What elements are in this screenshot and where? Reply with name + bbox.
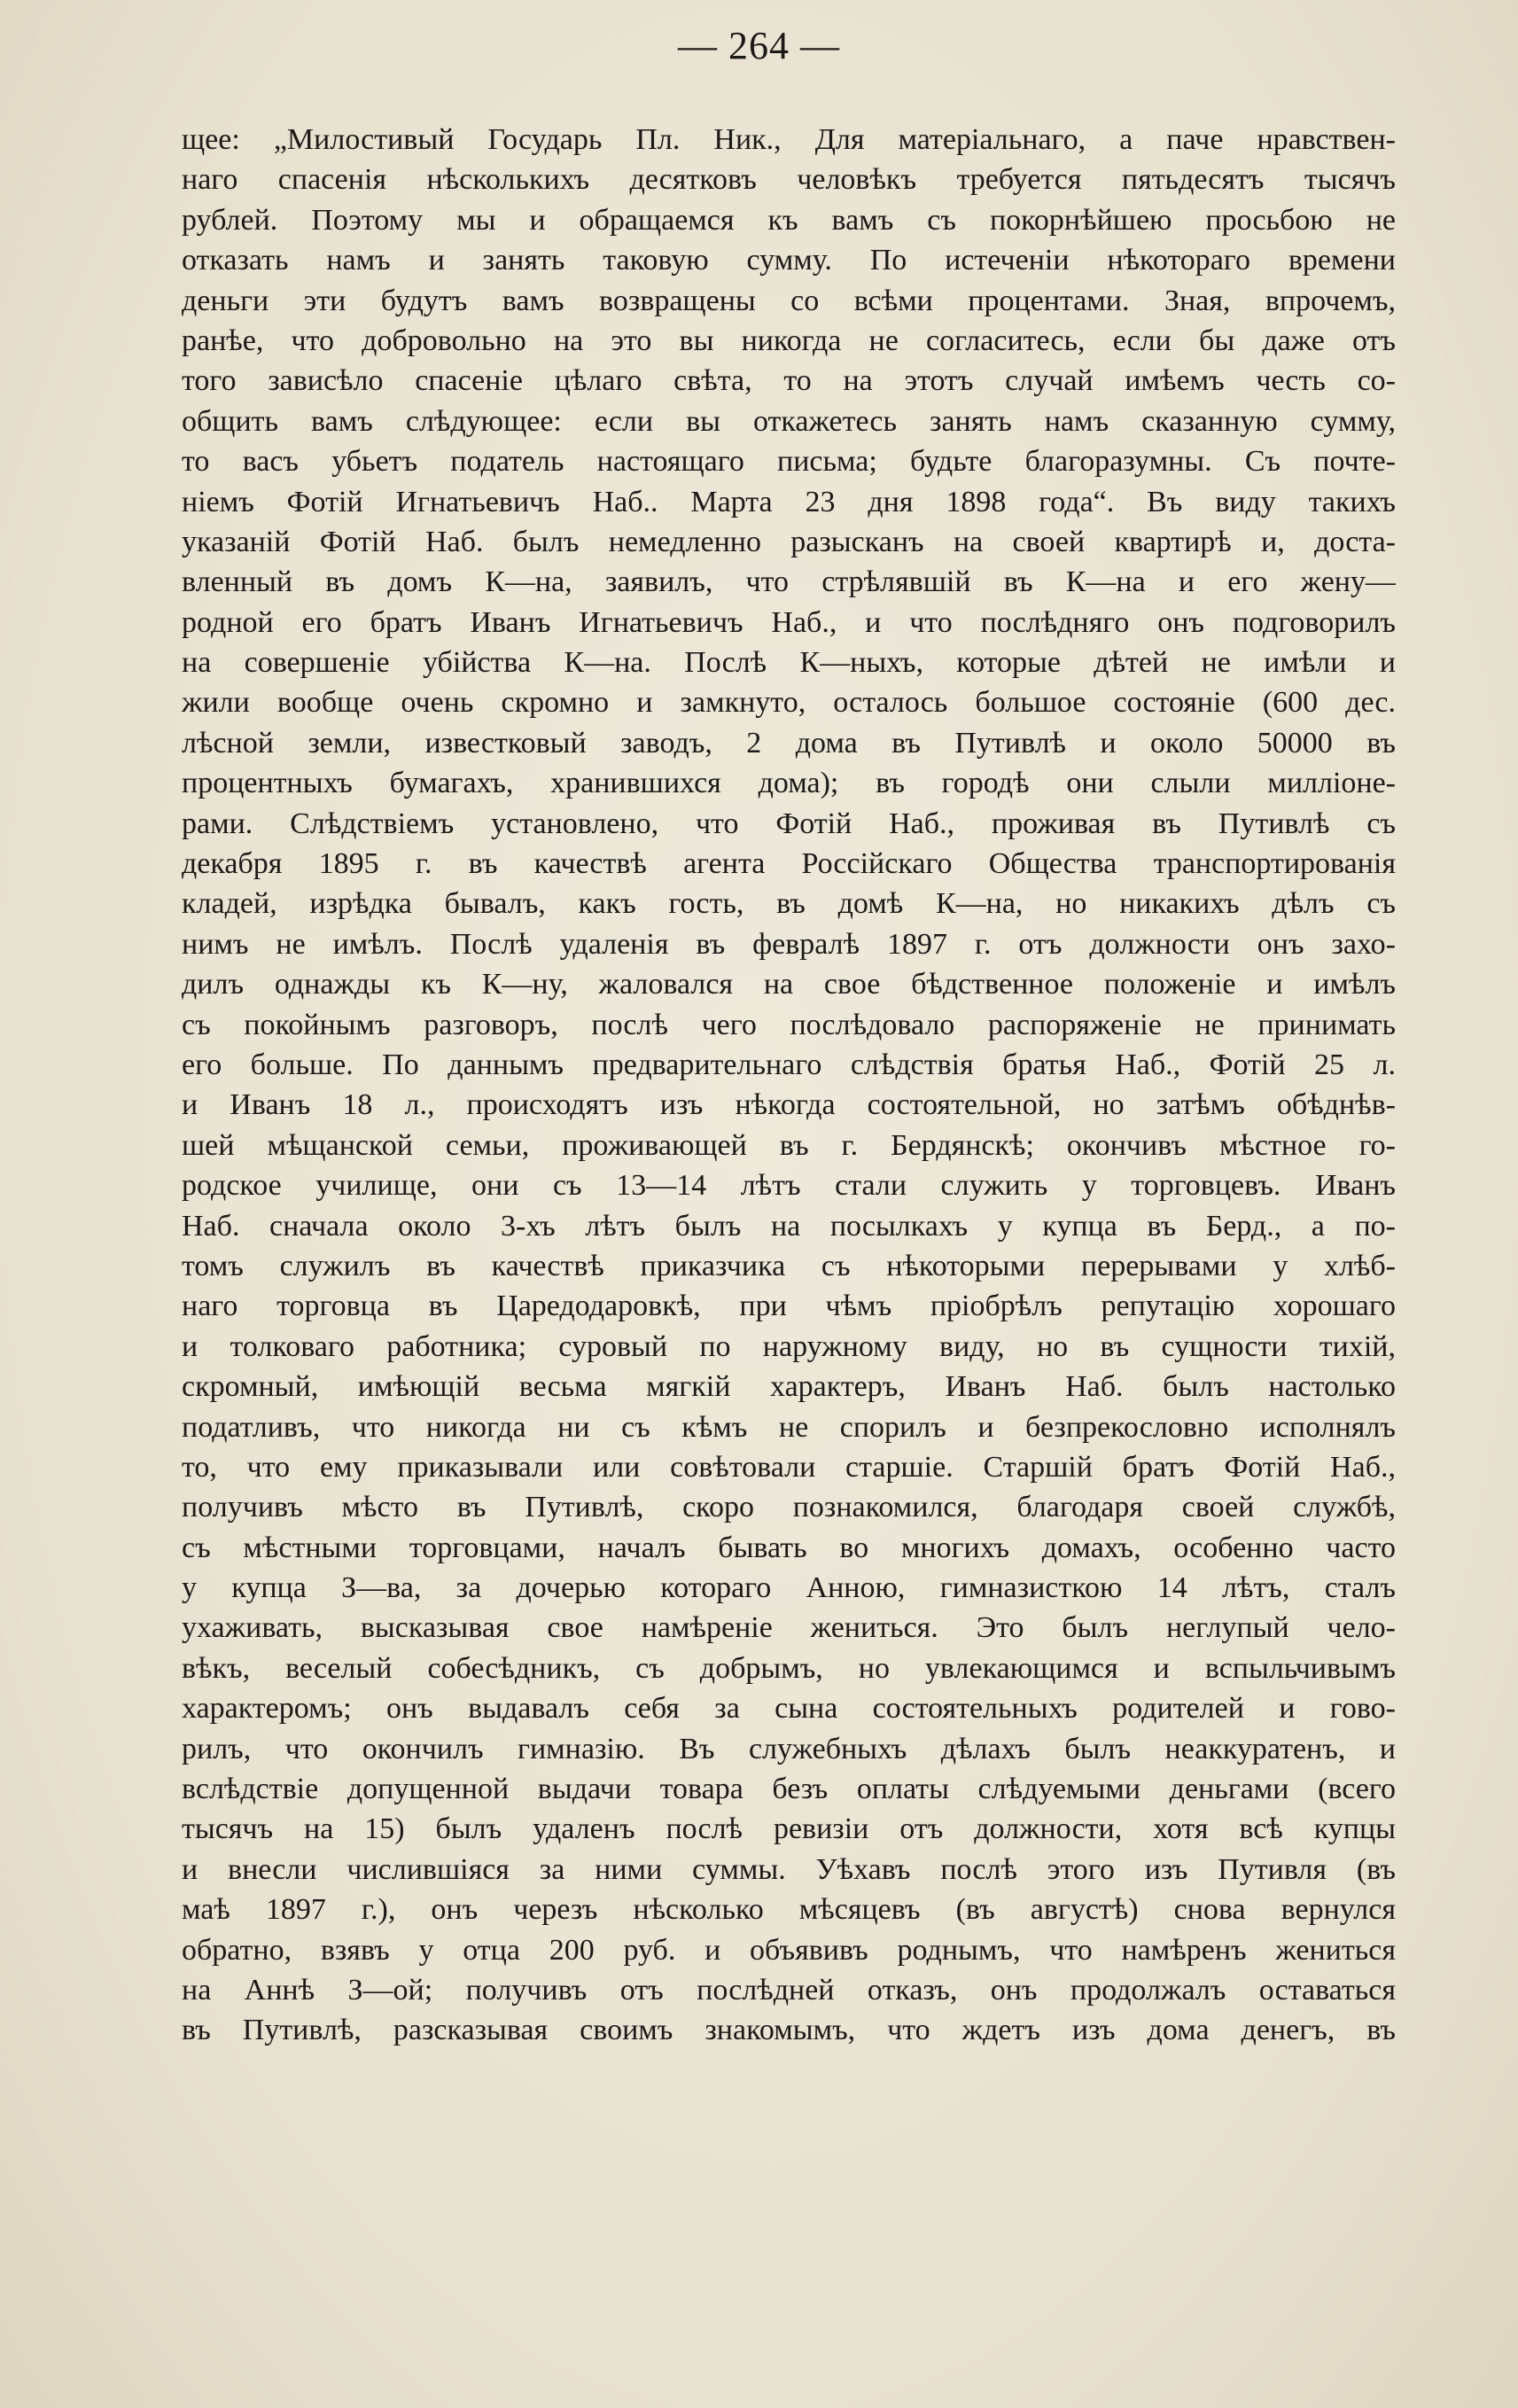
text-line: щее: „Милостивый Государь Пл. Ник., Для матеріальнаго, а паче нравствен- bbox=[182, 123, 1396, 156]
text-line: податливъ, что никогда ни съ кѣмъ не спорилъ и безпрекословно исполнялъ bbox=[182, 1410, 1396, 1444]
text-line: на Аннѣ З—ой; получивъ отъ послѣдней отказъ, онъ продолжалъ оставаться bbox=[182, 1973, 1396, 2007]
text-line: отказать намъ и занять таковую сумму. По истеченіи нѣкотораго времени bbox=[182, 244, 1396, 277]
text-line: вленный въ домъ К—на, заявилъ, что стрѣлявшій въ К—на и его жену— bbox=[182, 565, 1396, 599]
text-line: деньги эти будутъ вамъ возвращены со всѣми процентами. Зная, впрочемъ, bbox=[182, 284, 1396, 317]
text-line: Наб. сначала около 3-хъ лѣтъ былъ на посылкахъ у купца въ Берд., а по- bbox=[182, 1209, 1396, 1243]
page-number: — 264 — bbox=[678, 24, 840, 67]
text-line: ранѣе, что добровольно на это вы никогда не согласитесь, если бы даже отъ bbox=[182, 323, 1396, 357]
text-line: съ покойнымъ разговоръ, послѣ чего послѣдовало распоряженіе не принимать bbox=[182, 1008, 1396, 1041]
text-line: получивъ мѣсто въ Путивлѣ, скоро познакомился, благодаря своей службѣ, bbox=[182, 1491, 1396, 1524]
text-line: родское училище, они съ 13—14 лѣтъ стали служить у торговцевъ. Иванъ bbox=[182, 1169, 1396, 1203]
body-text bbox=[182, 120, 1396, 2051]
text-line: процентныхъ бумагахъ, хранившихся дома); въ городѣ они слыли милліоне- bbox=[182, 767, 1396, 800]
text-line: указаній Фотій Наб. былъ немедленно разысканъ на своей квартирѣ и, доста- bbox=[182, 525, 1396, 558]
text-line: у купца З—ва, за дочерью котораго Анною, гимназисткою 14 лѣтъ, сталъ bbox=[182, 1571, 1396, 1605]
text-line: ніемъ Фотій Игнатьевичъ Наб.. Марта 23 дня 1898 года“. Въ виду такихъ bbox=[182, 485, 1396, 518]
text-line: декабря 1895 г. въ качествѣ агента Россійскаго Общества транспортированія bbox=[182, 847, 1396, 881]
text-line: въ Путивлѣ, разсказывая своимъ знакомымъ, что ждетъ изъ дома денегъ, въ bbox=[182, 2014, 1396, 2047]
text-line: рилъ, что окончилъ гимназію. Въ служебныхъ дѣлахъ былъ неаккуратенъ, и bbox=[182, 1732, 1396, 1765]
text-line: тысячъ на 15) былъ удаленъ послѣ ревизіи отъ должности, хотя всѣ купцы bbox=[182, 1812, 1396, 1846]
text-line: родной его братъ Иванъ Игнатьевичъ Наб., и что послѣдняго онъ подговорилъ bbox=[182, 605, 1396, 639]
text-line: обратно, взявъ у отца 200 руб. и объявивъ роднымъ, что намѣренъ жениться bbox=[182, 1933, 1396, 1967]
text-line: маѣ 1897 г.), онъ черезъ нѣсколько мѣсяцевъ (въ августѣ) снова вернулся bbox=[182, 1893, 1396, 1927]
text-line: наго торговца въ Царедодаровкѣ, при чѣмъ пріобрѣлъ репутацію хорошаго bbox=[182, 1290, 1396, 1323]
text-line: вслѣдствіе допущенной выдачи товара безъ оплаты слѣдуемыми деньгами (всего bbox=[182, 1773, 1396, 1806]
text-line: ухаживать, высказывая свое намѣреніе жениться. Это былъ неглупый чело- bbox=[182, 1611, 1396, 1645]
text-line: на совершеніе убійства К—на. Послѣ К—ныхъ, которые дѣтей не имѣли и bbox=[182, 646, 1396, 680]
text-line: кладей, изрѣдка бывалъ, какъ гость, въ домѣ К—на, но никакихъ дѣлъ съ bbox=[182, 887, 1396, 921]
text-line: рублей. Поэтому мы и обращаемся къ вамъ съ покорнѣйшею просьбою не bbox=[182, 203, 1396, 237]
text-line: и внесли числившіяся за ними суммы. Уѣхавъ послѣ этого изъ Путивля (въ bbox=[182, 1852, 1396, 1886]
text-line: наго спасенія нѣсколькихъ десятковъ человѣкъ требуется пятьдесятъ тысячъ bbox=[182, 163, 1396, 197]
text-line: лѣсной земли, известковый заводъ, 2 дома въ Путивлѣ и около 50000 въ bbox=[182, 726, 1396, 760]
text-line: дилъ однажды къ К—ну, жаловался на свое бѣдственное положеніе и имѣлъ bbox=[182, 968, 1396, 1001]
text-line: и толковаго работника; суровый по наружному виду, но въ сущности тихій, bbox=[182, 1329, 1396, 1363]
text-line: съ мѣстными торговцами, началъ бывать во многихъ домахъ, особенно часто bbox=[182, 1531, 1396, 1564]
text-line: нимъ не имѣлъ. Послѣ удаленія въ февралѣ 1897 г. отъ должности онъ захо- bbox=[182, 927, 1396, 961]
text-line: жили вообще очень скромно и замкнуто, осталось большое состояніе (600 дес. bbox=[182, 686, 1396, 720]
text-line: то васъ убьетъ податель настоящаго письма; будьте благоразумны. Съ почте- bbox=[182, 445, 1396, 479]
text-line: томъ служилъ въ качествѣ приказчика съ нѣкоторыми перерывами у хлѣб- bbox=[182, 1249, 1396, 1282]
text-line: вѣкъ, веселый собесѣдникъ, съ добрымъ, но увлекающимся и вспыльчивымъ bbox=[182, 1651, 1396, 1685]
text-line: скромный, имѣющій весьма мягкій характеръ, Иванъ Наб. былъ настолько bbox=[182, 1370, 1396, 1404]
text-line: рами. Слѣдствіемъ установлено, что Фотій Наб., проживая въ Путивлѣ съ bbox=[182, 807, 1396, 840]
text-line: и Иванъ 18 л., происходятъ изъ нѣкогда состоятельной, но затѣмъ обѣднѣв- bbox=[182, 1088, 1396, 1122]
text-line: его больше. По даннымъ предварительнаго слѣдствія братья Наб., Фотій 25 л. bbox=[182, 1048, 1396, 1081]
text-line: общить вамъ слѣдующее: если вы откажетесь занять намъ сказанную сумму, bbox=[182, 404, 1396, 438]
text-line: характеромъ; онъ выдавалъ себя за сына состоятельныхъ родителей и гово- bbox=[182, 1692, 1396, 1726]
text-line: то, что ему приказывали или совѣтовали старшіе. Старшій братъ Фотій Наб., bbox=[182, 1450, 1396, 1484]
text-line: шей мѣщанской семьи, проживающей въ г. Бердянскѣ; окончивъ мѣстное го- bbox=[182, 1128, 1396, 1162]
text-line: того зависѣло спасеніе цѣлаго свѣта, то на этотъ случай имѣемъ честь со- bbox=[182, 364, 1396, 398]
